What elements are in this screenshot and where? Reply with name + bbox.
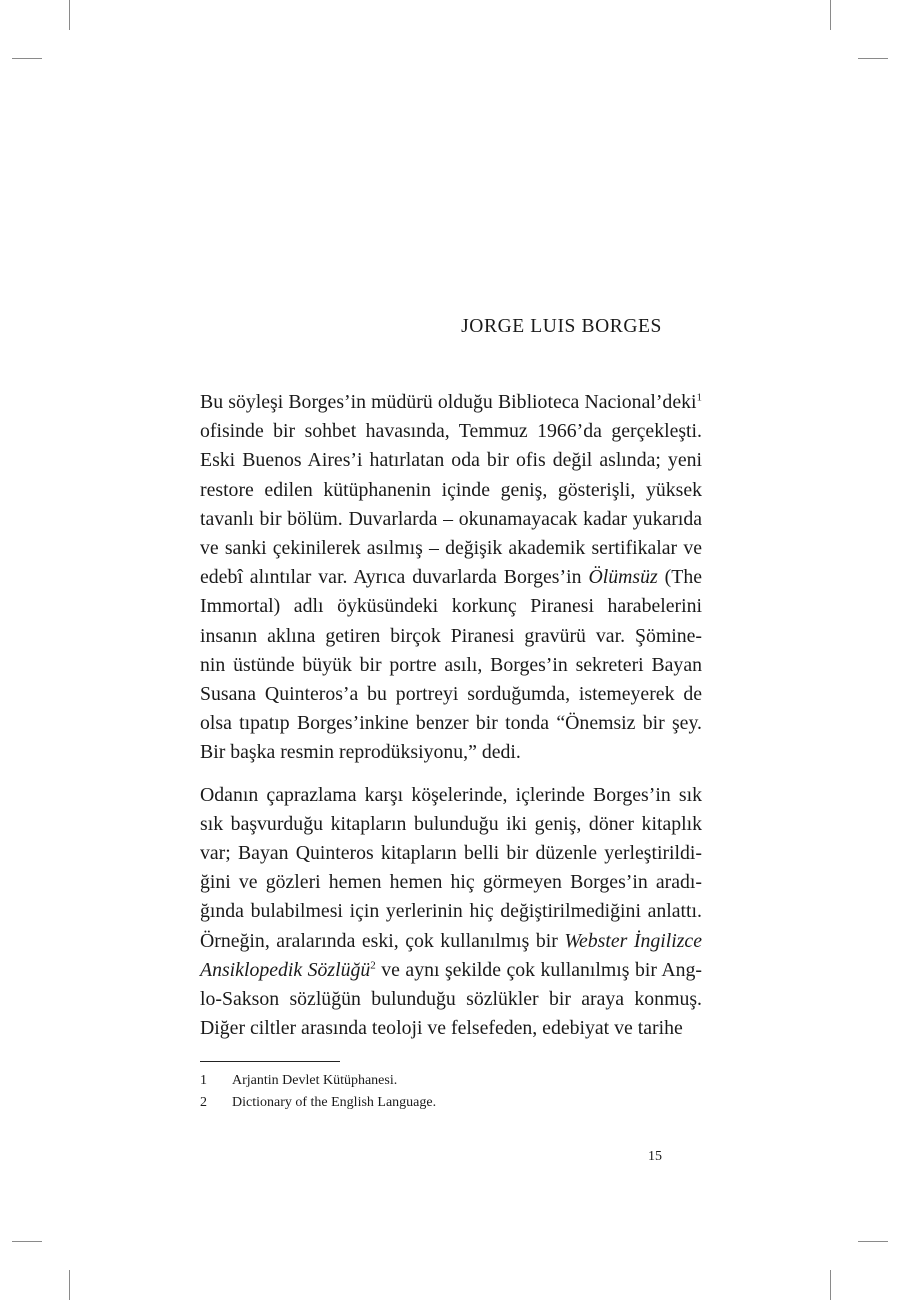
footnote xyxy=(200,1092,436,1114)
text-line xyxy=(200,839,702,868)
text-run: Susana Quinteros’a bu portreyi sorduğumda, istemeyerek de xyxy=(200,683,702,706)
footnote-text: Arjantin Devlet Kütüphanesi. xyxy=(232,1073,398,1088)
text-run: (The xyxy=(657,566,702,589)
text-run: restore edilen kütüphanenin içinde geniş, gösterişli, yüksek xyxy=(200,478,702,501)
paragraph xyxy=(200,388,702,768)
text-line xyxy=(200,446,702,475)
crop-mark xyxy=(69,0,70,30)
text-run: Bu söyleşi Borges’in müdürü olduğu Biblioteca Nacional’deki xyxy=(200,391,697,413)
text-line xyxy=(200,563,702,592)
text-run: ğini ve gözleri hemen hemen hiç görmeyen Borges’in aradı- xyxy=(200,871,702,894)
text-run: nin üstünde büyük bir portre asılı, Borges’in sekreteri Bayan xyxy=(200,653,702,676)
text-line xyxy=(200,709,702,738)
text-line xyxy=(200,622,702,651)
text-line xyxy=(200,592,702,621)
text-run: lo-Sakson sözlüğün bulunduğu sözlükler bir araya konmuş. xyxy=(200,988,702,1011)
text-line xyxy=(200,505,702,534)
text-run: olsa tıpatıp Borges’inkine benzer bir tonda “Önemsiz bir şey. xyxy=(200,712,702,735)
text-run: Immortal) adlı öyküsündeki korkunç Piranesi harabelerini xyxy=(200,595,702,618)
text-run: tavanlı bir bölüm. Duvarlarda – okunamayacak kadar yukarıda xyxy=(200,507,702,530)
crop-mark xyxy=(858,58,888,59)
italic-title: Ölümsüz xyxy=(588,566,658,589)
text-line xyxy=(200,534,702,563)
footnote-ref: 1 xyxy=(696,391,702,404)
text-line xyxy=(200,417,702,446)
text-run: ğında bulabilmesi için yerlerinin hiç değiştirilmediğini anlattı. xyxy=(200,900,702,923)
crop-mark xyxy=(69,1270,70,1300)
text-line xyxy=(200,810,702,839)
italic-title: Ansiklopedik Sözlüğü xyxy=(200,958,371,981)
text-run: Odanın çaprazlama karşı köşelerinde, içlerinde Borges’in sık xyxy=(200,783,702,806)
footnote xyxy=(200,1070,436,1092)
paragraph xyxy=(200,781,702,1044)
footnote-number: 1 xyxy=(200,1073,207,1088)
page-number: 15 xyxy=(648,1149,662,1164)
text-run: Örneğin, aralarında eski, çok kullanılmış bir xyxy=(200,929,565,952)
text-run: ve aynı şekilde çok kullanılmış bir Ang- xyxy=(375,958,702,981)
footnote-number: 2 xyxy=(200,1095,207,1110)
text-line xyxy=(200,680,702,709)
crop-mark xyxy=(858,1241,888,1242)
footnote-text: Dictionary of the English Language. xyxy=(232,1095,437,1110)
text-run: Bir başka resmin reprodüksiyonu,” dedi. xyxy=(200,741,521,764)
text-line xyxy=(200,897,702,926)
footnote-rule xyxy=(200,1061,340,1062)
text-line xyxy=(200,868,702,897)
text-run: Eski Buenos Aires’i hatırlatan oda bir ofis değil aslında; yeni xyxy=(200,449,702,472)
text-line xyxy=(200,956,702,985)
text-run: sık başvurduğu kitapların bulunduğu iki geniş, döner kitaplık xyxy=(200,812,702,835)
crop-mark xyxy=(830,1270,831,1300)
footnote-ref: 2 xyxy=(370,959,376,972)
text-run: insanın aklına getiren birçok Piranesi gravürü var. Şömine- xyxy=(200,624,702,647)
crop-mark xyxy=(12,58,42,59)
running-author-heading: JORGE LUIS BORGES xyxy=(461,316,662,337)
footnotes xyxy=(200,1070,436,1114)
crop-mark xyxy=(12,1241,42,1242)
text-line xyxy=(200,476,702,505)
text-line xyxy=(200,985,702,1014)
crop-mark xyxy=(830,0,831,30)
text-line xyxy=(200,651,702,680)
text-run: var; Bayan Quinteros kitapların belli bir düzenle yerleştirildi- xyxy=(200,842,702,865)
text-line xyxy=(200,388,702,417)
text-line xyxy=(200,738,702,767)
body-text xyxy=(200,388,702,1056)
text-run: ve sanki çekinilerek asılmış – değişik akademik sertifikalar ve xyxy=(200,537,702,560)
text-line xyxy=(200,1014,702,1043)
text-run: edebî alıntılar var. Ayrıca duvarlarda Borges’in xyxy=(200,566,589,589)
text-run: Diğer ciltler arasında teoloji ve felsefeden, edebiyat ve tarihe xyxy=(200,1017,683,1040)
italic-title: Webster İngilizce xyxy=(564,929,702,952)
text-line xyxy=(200,781,702,810)
text-run: ofisinde bir sohbet havasında, Temmuz 1966’da gerçekleşti. xyxy=(200,420,702,443)
text-line xyxy=(200,927,702,956)
